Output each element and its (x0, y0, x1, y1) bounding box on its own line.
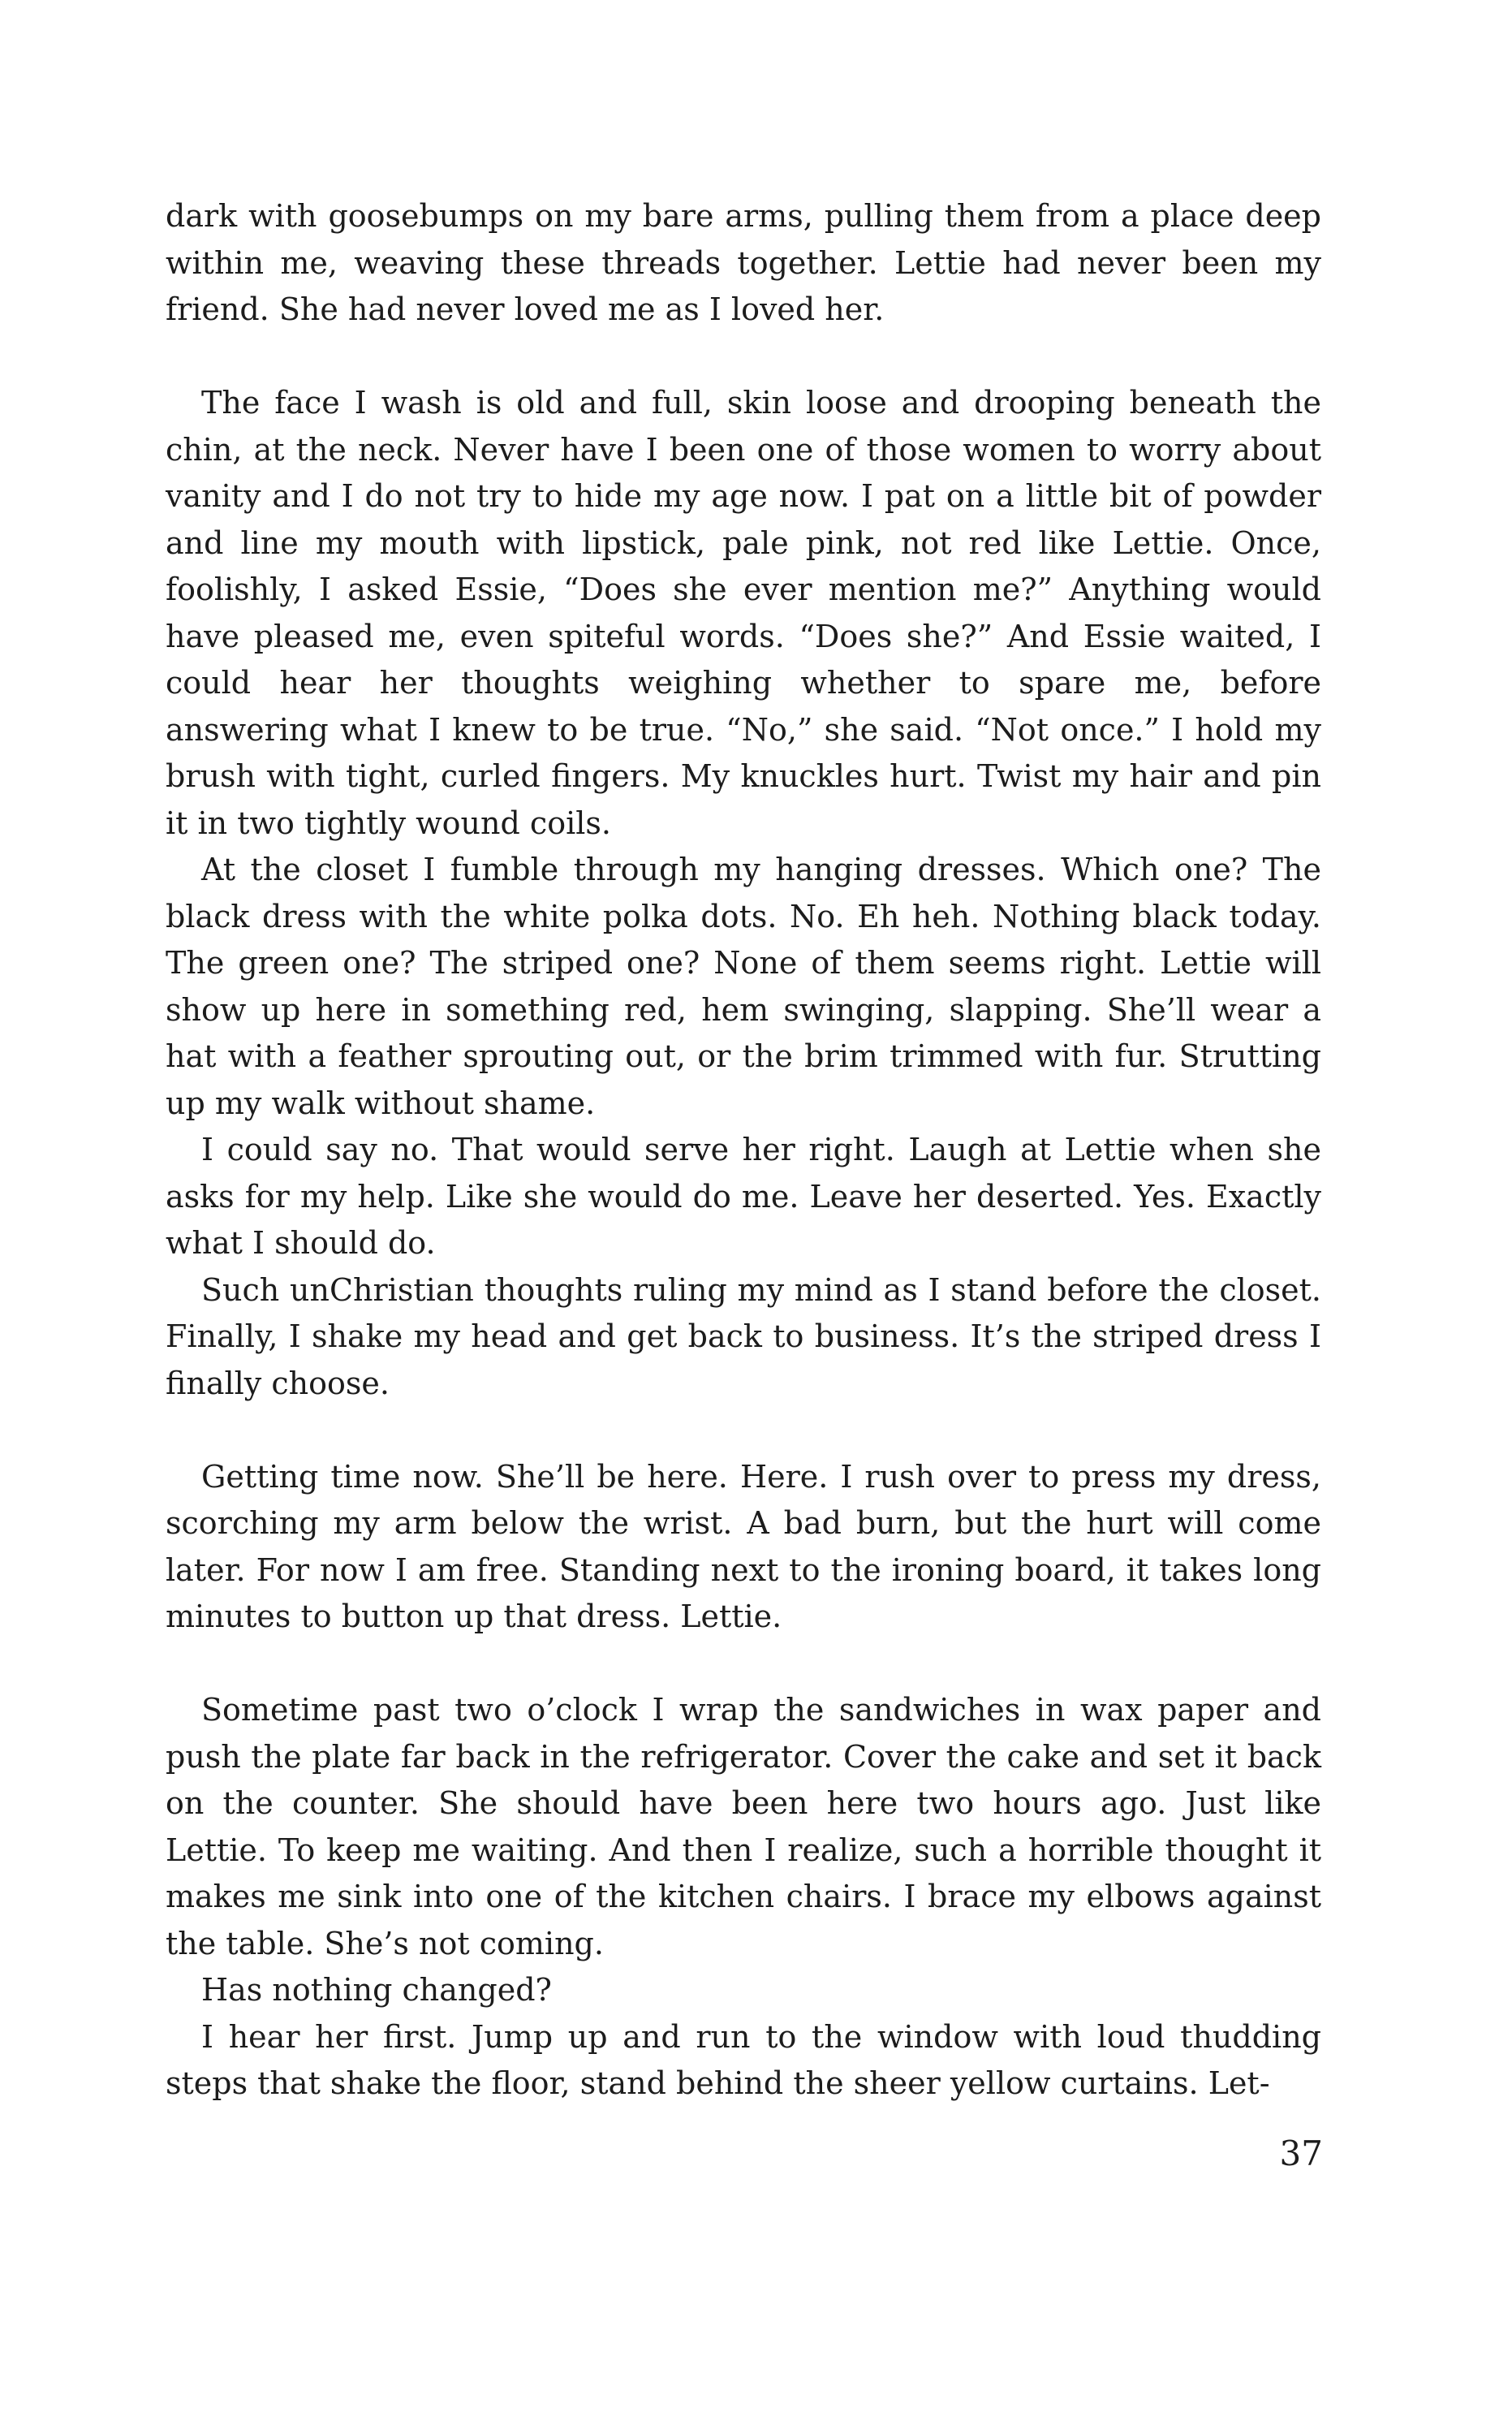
paragraph-face-wash: The face I wash is old and full, skin loose and drooping beneath the chin, at the neck. Never have I been one of those women to worry about vanity and I do not try to hide my age now. I pat on a little bit of powder and line my mouth with lipstick, pale pink, not red like Lettie. Once, foolishly, I asked Essie, “Does she ever mention me?” Anything would have pleased me, even spiteful words. “Does she?” And Essie waited, I could hear her thoughts weighing whether to spare me, before answering what I knew to be true. “No,” she said. “Not once.” I hold my brush with tight, curled fingers. My knuckles hurt. Twist my hair and pin it in two tightly wound coils. (166, 385, 1321, 841)
paragraph-unchristian: Such unChristian thoughts ruling my mind as I stand before the closet. Finally, I shake my head and get back to business. It’s the striped dress I finally choose. (166, 1271, 1321, 1401)
page-body (166, 193, 1321, 2108)
paragraph-getting-time: Getting time now. She’ll be here. Here. I rush over to press my dress, scorching my arm below the wrist. A bad burn, but the hurt will come later. For now I am free. Standing next to the ironing board, it takes long minutes to button up that dress. Lettie. (166, 1458, 1321, 1634)
paragraph-nothing-changed: Has nothing changed? (201, 1972, 552, 2008)
paragraph-closet: At the closet I fumble through my hanging dresses. Which one? The black dress with the white polka dots. No. Eh heh. Nothing black today. The green one? The striped one? None of them seems right. Lettie will show up here in something red, hem swinging, slapping. She’ll wear a hat with a feather sprouting out, or the brim trimmed with fur. Strutting up my walk without shame. (166, 852, 1321, 1121)
paragraph-sometime-past: Sometime past two o’clock I wrap the sandwiches in wax paper and push the plate far back in the refrigerator. Cover the cake and set it back on the counter. She should have been here two hours ago. Just like Lettie. To keep me waiting. And then I realize, such a horrible thought it makes me sink into one of the kitchen chairs. I brace my elbows against the table. She’s not coming. (166, 1692, 1321, 1961)
paragraph-continuation: dark with goosebumps on my bare arms, pulling them from a place deep within me, weaving these threads together. Lettie had never been my friend. She had never loved me as I loved her. (166, 198, 1321, 327)
page-number: 37 (1279, 2134, 1323, 2173)
paragraph-hear-her: I hear her first. Jump up and run to the window with loud thudding steps that shake the floor, stand behind the sheer yellow curtains. Let- (166, 2018, 1321, 2101)
paragraph-say-no: I could say no. That would serve her right. Laugh at Lettie when she asks for my help. Like she would do me. Leave her deserted. Yes. Exactly what I should do. (166, 1132, 1321, 1261)
